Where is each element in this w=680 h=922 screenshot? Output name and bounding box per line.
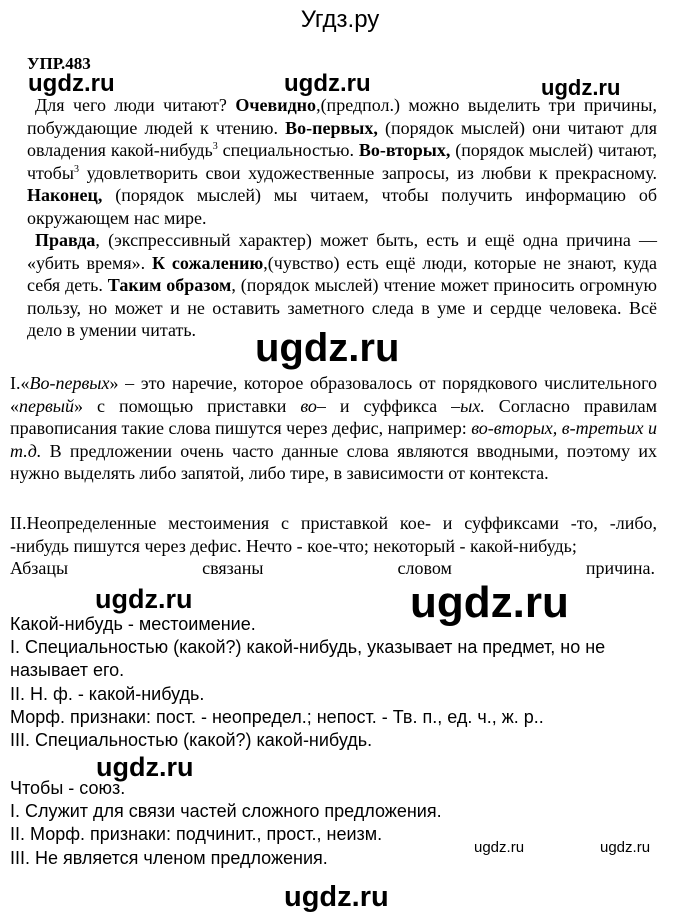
watermark: ugdz.ru [95,584,193,614]
morph-line: Какой-нибудь - местоимение. [10,614,256,634]
linking-word: Абзацы [10,558,69,578]
morph-line: III. Специальностью (какой?) какой-нибудь. [10,730,373,751]
morph-analysis-1 [10,613,660,752]
morph-line: II. Морф. признаки: подчинит., прост., неизм. [10,824,383,845]
morph-line: Морф. признаки: пост. - неопредел.; непост. - Тв. п., ед. ч., ж. р.. [10,706,544,727]
watermark: ugdz.ru [600,839,651,856]
morph-line: I. Служит для связи частей сложного предложения. [10,801,442,822]
watermark: ugdz.ru [284,881,389,913]
morph-line: II. Н. ф. - какой-нибудь. [10,683,205,704]
morph-line: Чтобы - союз. [10,778,126,798]
morph-analysis-2 [10,777,660,870]
watermark: ugdz.ru [410,578,569,627]
text-paragraph-1: Для чего люди читают? Очевидно,(предпол.) можно выделить три причины, побуждающие людей к чтению. Во-первых, (порядок мыслей) они читают для овладения какой-нибудь$^3$ специальностью. Во-вторых, (порядок мыслей) читают, чтобы$^3$ удовлетворить свои художественные запросы, из любви к прекрасному. Наконец, (порядок мыслей) мы читаем, чтобы получить информацию об окружающем нас мире. [27,95,658,228]
watermark: ugdz.ru [541,75,621,100]
analysis-1: I.«Во-первых» – это наречие, которое образовалось от порядкового числительного «первый» с помощью приставки во– и суффикса –ых. Согласно правилам правописания такие слова пишутся через дефис, например: во-вторых, в-третьих и т.д. В предложении очень часто данные слова являются вводными, поэтому их нужно выделять либо запятой, либо тире, в зависимости от контекста. [10,373,658,484]
watermark: ugdz.ru [284,70,371,97]
morph-line: I. Специальностью (какой?) какой-нибудь, указывает на предмет, но не называет его. [10,637,606,681]
exercise-label: УПР.483 [27,54,91,73]
watermark: ugdz.ru [28,70,115,97]
site-title: Угдз.ру [300,6,380,33]
morph-line: III. Не является членом предложения. [10,847,328,868]
linking-words-line [10,557,655,580]
linking-word: причина. [585,558,655,578]
watermark: ugdz.ru [96,752,194,782]
watermark: ugdz.ru [255,326,400,370]
linking-word: словом [397,558,452,578]
watermark: ugdz.ru [474,839,525,856]
text-paragraph-2: Правда, (экспрессивный характер) может быть, есть и ещё одна причина — «убить время». К сожалению,(чувство) есть ещё люди, которые не знают, куда себя деть. Таким образом, (порядок мыслей) чтение может приносить огромную пользу, но может и не оставить заметного следа в уме и сердце человека. Всё дело в умении читать. [27,230,657,341]
linking-word: связаны [202,558,264,578]
analysis-2: II.Неопределенные местоимения с приставкой кое- и суффиксами -то, -либо, -нибудь пишутся через дефис. Нечто - кое-что; некоторый - какой-нибудь; [10,513,657,556]
